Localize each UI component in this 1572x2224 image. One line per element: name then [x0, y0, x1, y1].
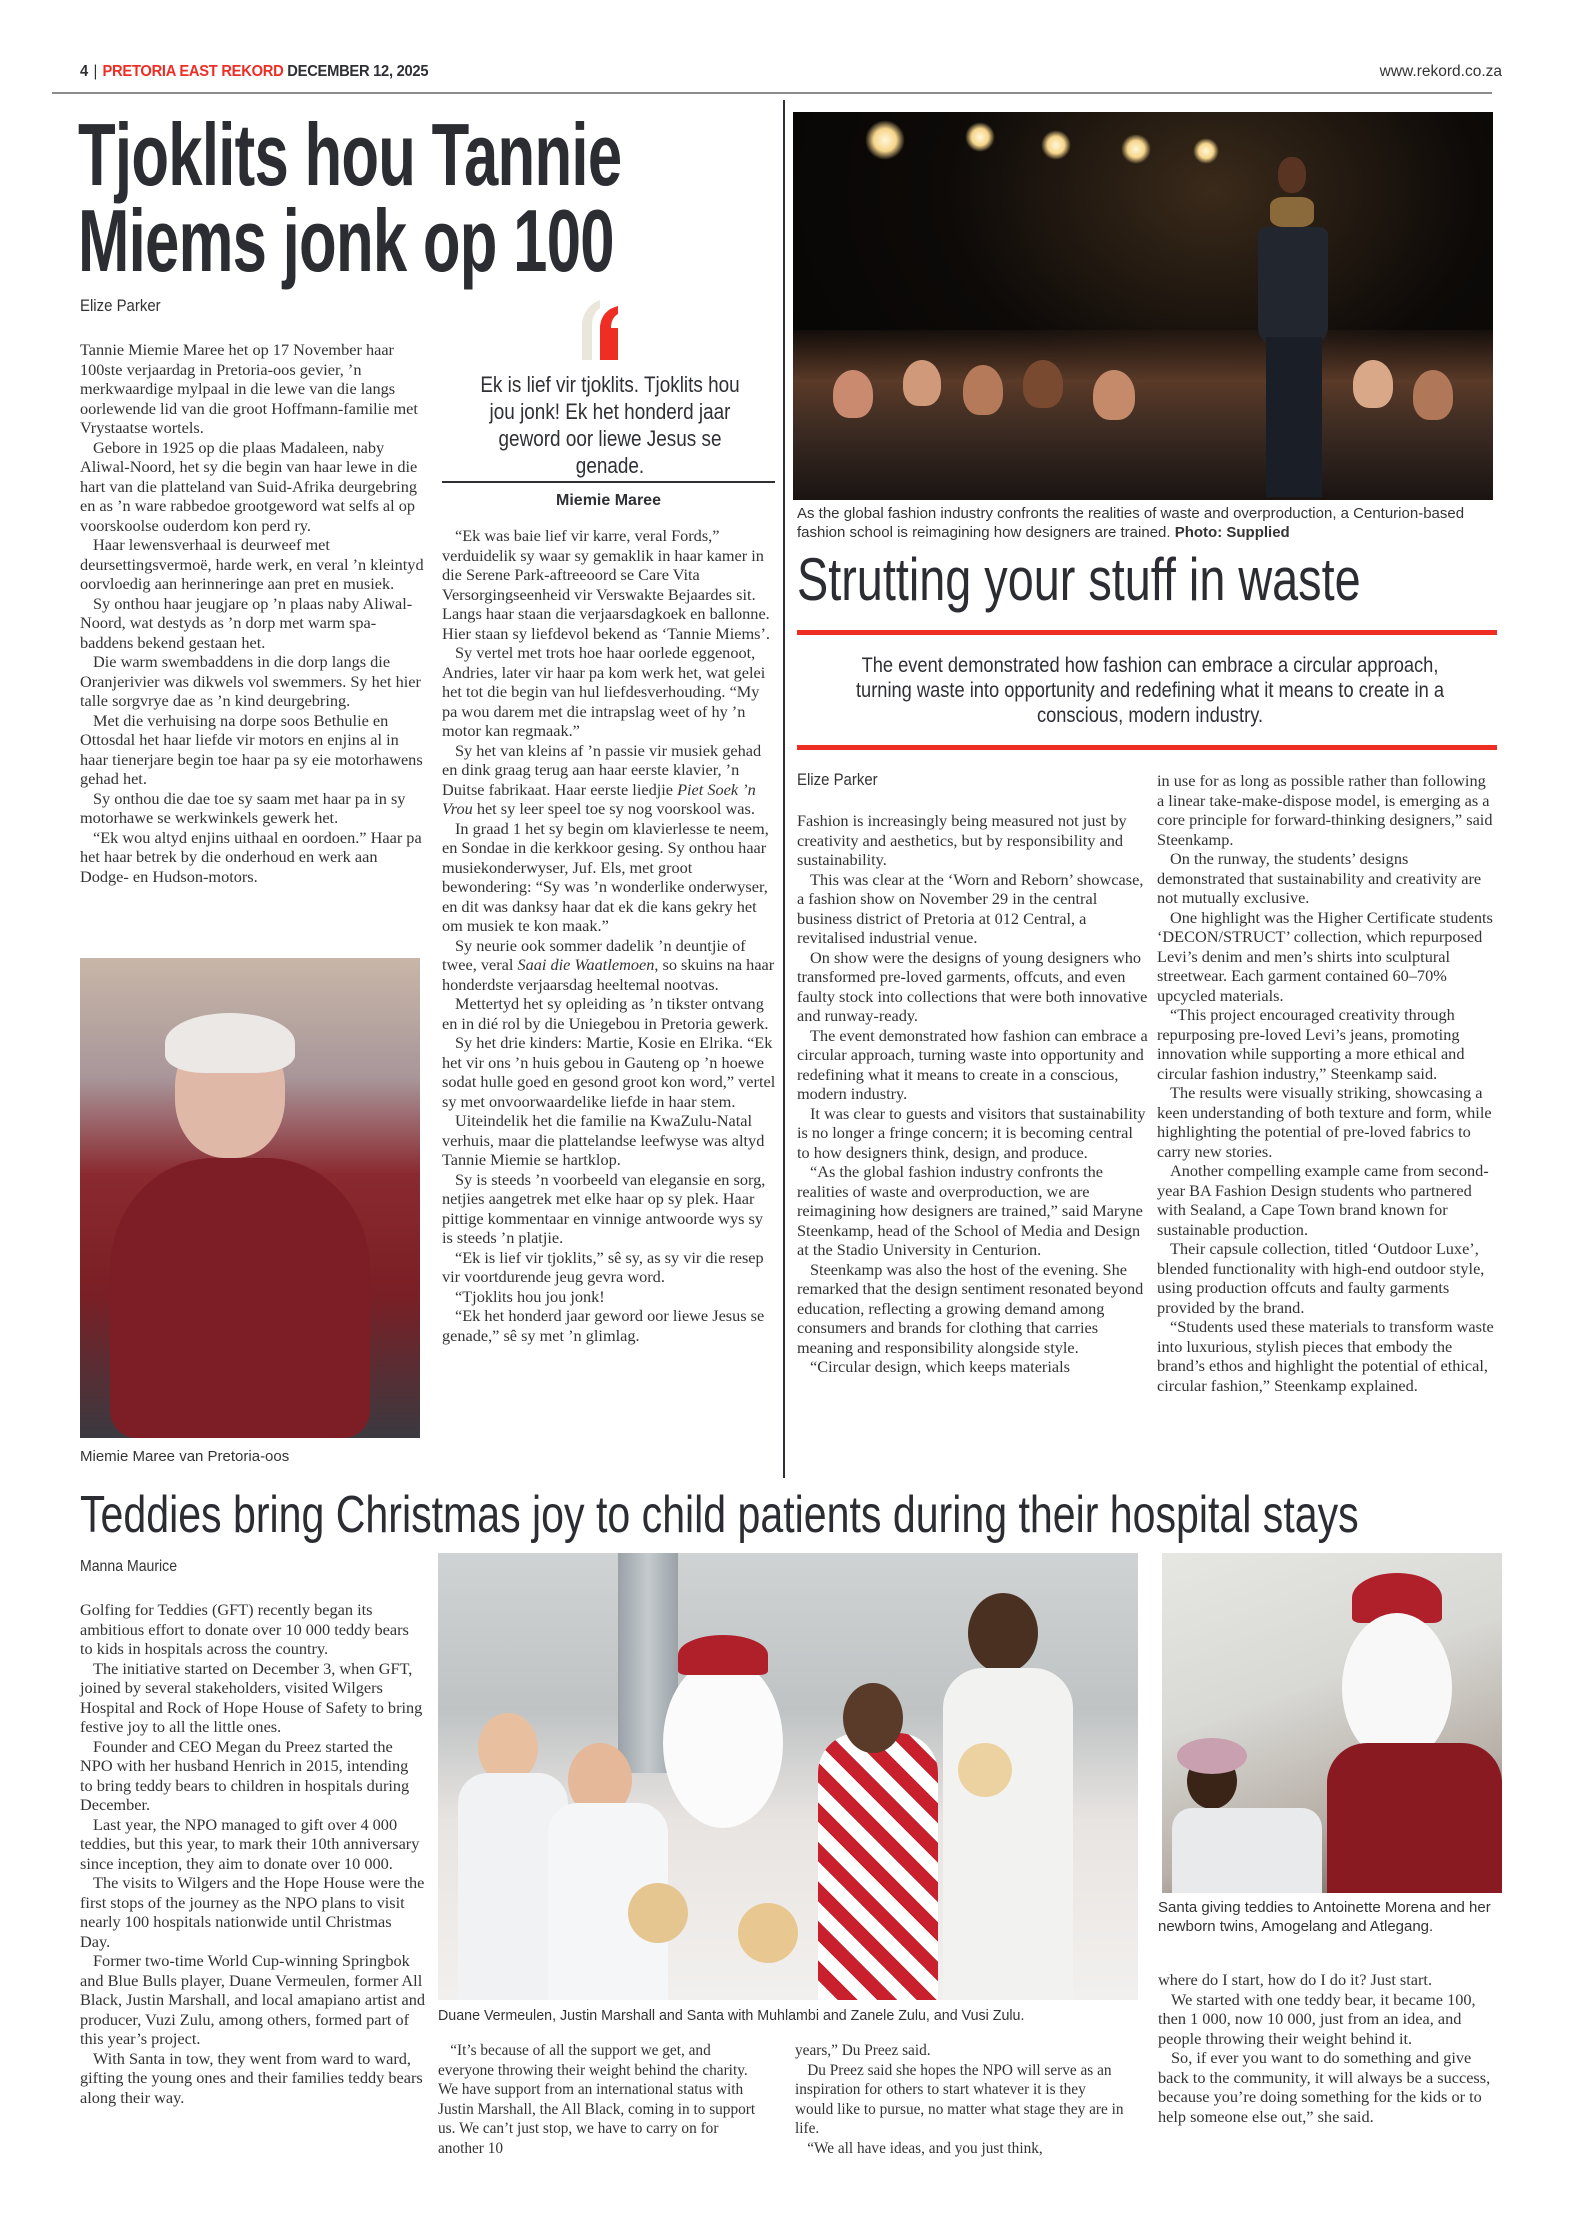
- paragraph: Sy onthou haar jeugjare op ’n plaas naby Aliwal-Noord, wat destyds as ’n dorp met warm spa-baddens bekend gestaan het.: [80, 593, 413, 652]
- column-divider: [783, 100, 785, 1478]
- paragraph: Haar lewensverhaal is deurweef met deursettingsvermoë, harde werk, en veral ’n kleintyd oorvloedig aan herinneringe aan pret en musiek.: [80, 535, 424, 593]
- paragraph: Die warm swembaddens in die dorp langs die Oranjerivier was dikwels vol swemmers. Sy het hier talle sorgvrye dae as ’n kind deurgebring.: [80, 652, 421, 710]
- byline: Elize Parker: [797, 770, 878, 789]
- paragraph: Gebore in 1925 op die plaas Madaleen, naby Aliwal-Noord, het sy die begin van haar lewe in die hart van die platteland van Suid-Afrika deurgebring en as ’n ware rabbedoe grootgeword wat selfs al op voorskoolse ouderdom kon perd ry.: [80, 437, 418, 535]
- paragraph: Golfing for Teddies (GFT) recently began its ambitious effort to donate over 10 000 teddy bears to kids in hospitals across the country.: [80, 1600, 409, 1658]
- paragraph: One highlight was the Higher Certificate students ‘DECON/STRUCT’ collection, which repurposed Levi’s denim and men’s shirts into sculptural streetwear. Each garment contained 60–70% upcycled materials.: [1157, 907, 1493, 1005]
- publication-name: PRETORIA EAST REKORD: [102, 63, 284, 80]
- paragraph: Last year, the NPO managed to gift over 4 000 teddies, but this year, to mark their 10th anniversary since inception, they aim to donate over 10 000.: [80, 1814, 420, 1873]
- paragraph: The initiative started on December 3, when GFT, joined by several stakeholders, visited Wilgers Hospital and Rock of Hope House of Safety to bring festive joy to all the little ones.: [80, 1658, 423, 1736]
- article2-column-2: [1157, 771, 1497, 1395]
- stage-light: [1193, 138, 1219, 164]
- paragraph: Fashion is increasingly being measured not just by creativity and aesthetics, but by responsibility and sustainability.: [797, 811, 1127, 869]
- paragraph: With Santa in tow, they went from ward to ward, gifting the young ones and their families teddy bears along their way.: [80, 2048, 423, 2107]
- text-run: Sy het van kleins af ’n passie vir musiek gehad en dink graag terug aan haar eerste klavier, ’n Duitse fabrikaat. Haar eerste liedjie: [442, 740, 762, 799]
- person-shirt: [943, 1668, 1073, 2000]
- standfirst: The event demonstrated how fashion can embrace a circular approach, turning waste into opportunity and redefining what it means to create in a conscious, modern industry.: [855, 654, 1445, 727]
- paragraph: The results were visually striking, showcasing a keen understanding of both texture and form, while highlighting the potential of pre-loved fabrics to carry new stories.: [1157, 1083, 1492, 1161]
- paragraph: Sy vertel met trots hoe haar oorlede eggenoot, Andries, later vir haar pa kom werk het, wat gelei het tot die begin van hul liefdesverhouding. “My pa wou darem met die intrapslag weet of hy ’n motor kan regmaak.”: [442, 643, 766, 740]
- photo-caption: Duane Vermeulen, Justin Marshall and Santa with Muhlambi and Zanele Zulu, and Vusi Zulu.: [438, 2007, 1025, 2024]
- stage-light: [1041, 130, 1071, 160]
- paragraph: years,” Du Preez said.: [795, 2040, 931, 2059]
- article2-column-1: [797, 811, 1149, 1377]
- headline-line-2: Miems jonk op 100: [78, 191, 614, 290]
- pull-quote-author: Miemie Maree: [556, 492, 661, 509]
- red-divider: [797, 630, 1497, 635]
- quote-mark-icon: [578, 300, 630, 360]
- pull-quote-divider: [442, 481, 775, 483]
- paragraph: This was clear at the ‘Worn and Reborn’ showcase, a fashion show on November 29 in the central business district of Pretoria at 012 Central, a revitalised industrial venue.: [797, 869, 1144, 947]
- paragraph: So, if ever you want to do something and give back to the community, it will always be a success, because you’re doing something for the kids or to help someone else out,” she said.: [1158, 2048, 1491, 2126]
- paragraph: “Circular design, which keeps materials: [810, 1357, 1070, 1376]
- header-separator: |: [93, 63, 97, 80]
- santa-suit: [1327, 1743, 1502, 1893]
- text-run: het sy leer speel toe sy nog voorskool was.: [472, 799, 755, 818]
- paragraph: In graad 1 het sy begin om klavierlesse te neem, en Sondae in die kerkkoor gesing. Sy onthou haar musiekonderwyser, Juf. Els, met groot bewondering: “Sy was ’n wonderlike onderwyser, en dit was danksy haar dat ek die kans gekry het om musiek te kon maak.”: [442, 818, 769, 935]
- page-number: 4: [80, 63, 88, 80]
- paragraph: “Ek het honderd jaar geword oor liewe Jesus se genade,” sê sy met ’n glimlag.: [442, 1306, 765, 1345]
- red-divider: [797, 745, 1497, 750]
- person-dress: [818, 1733, 938, 2000]
- paragraph: Sy het drie kinders: Martie, Kosie en Elrika. “Ek het vir ons ’n huis gebou in Gauteng op ’n hoewe sodat hulle goed en gesond groot kon word,” vertel sy met onvoorwaardelike liefde in haar stem.: [442, 1033, 776, 1111]
- paragraph: Steenkamp was also the host of the evening. She remarked that the design sentiment resonated beyond education, reflecting a growing demand among consumers and brands for clothing that carries meaning and responsibility alongside style.: [797, 1259, 1144, 1357]
- paragraph: “Students used these materials to transform waste into luxurious, stylish pieces that embody the brand’s ethos and highlight the potential of ethical, circular fashion,” Steenkamp explained.: [1157, 1317, 1494, 1395]
- paragraph: “Ek was baie lief vir karre, veral Fords,” verduidelik sy waar sy gemaklik in haar kamer in die Serene Park-aftreeoord se Care Vita Versorgingseenheid vir Verswakte Bejaardes sit. Langs haar staan die verjaarsdagkoek en ballonne. Hier staan sy liefdevol bekend as ‘Tannie Miems’.: [442, 526, 771, 643]
- article-headline-strutting: Strutting your stuff in waste: [797, 546, 1361, 613]
- website-link[interactable]: www.rekord.co.za: [1379, 63, 1502, 80]
- paragraph: in use for as long as possible rather than following a linear take-make-dispose model, is emerging as a core principle for forward-thinking designers,” said Steenkamp.: [1157, 771, 1493, 849]
- teddy-bear-icon: [738, 1903, 798, 1963]
- stage-light: [1121, 134, 1151, 164]
- paragraph: where do I start, how do I do it? Just start.: [1158, 1970, 1433, 1989]
- article-headline-tjoklits: [78, 105, 622, 290]
- santa-beard: [663, 1658, 783, 1828]
- article3-column-1: [80, 1600, 425, 2107]
- caption-text: As the global fashion industry confronts the realities of waste and overproduction, a Centurion-based fashion school is reimagining how designers are trained.: [797, 505, 1465, 541]
- paragraph: “We all have ideas, and you just think,: [807, 2137, 1043, 2157]
- article3-column-4: [1158, 1970, 1503, 2126]
- song-title: Piet Soek ’n Vrou: [442, 779, 756, 818]
- santa-beard: [1342, 1613, 1452, 1763]
- paragraph: Founder and CEO Megan du Preez started the NPO with her husband Henrich in 2015, intending to bring teddy bears to children in hospitals during December.: [80, 1736, 410, 1814]
- paragraph: On the runway, the students’ designs demonstrated that sustainability and creativity are not mutually exclusive.: [1157, 849, 1482, 907]
- paragraph: It was clear to guests and visitors that sustainability is no longer a fringe concern; it is becoming central to how designers think, design, and produce.: [797, 1103, 1146, 1162]
- paragraph: Another compelling example came from second-year BA Fashion Design students who partnered with Sealand, a Cape Town brand known for sustainable production.: [1157, 1161, 1489, 1239]
- article1-column-1: [80, 340, 425, 886]
- teddy-bear-icon: [958, 1743, 1012, 1797]
- article1-column-2: [442, 526, 777, 1345]
- portrait-hair: [165, 1013, 295, 1073]
- paragraph: [442, 936, 777, 995]
- text-run: Sy neurie ook sommer dadelik ’n deuntjie of twee, veral: [442, 935, 746, 974]
- stage-light: [865, 120, 905, 160]
- paragraph: “Ek is lief vir tjoklits,” sê sy, as sy vir die resep vir voortdurende jeug gevra word.: [442, 1247, 764, 1286]
- article3-column-2: [438, 2040, 762, 2157]
- paragraph: “As the global fashion industry confronts the realities of waste and overproduction, we are reimagining how designers are trained,” said Maryne Steenkamp, head of the School of Media and Design at the Stadio University in Centurion.: [797, 1162, 1143, 1259]
- photo-hospital-teddies: [438, 1553, 1138, 2000]
- paragraph: Former two-time World Cup-winning Springbok and Blue Bulls player, Duane Vermeulen, former All Black, Justin Marshall, and local amapiano artist and producer, Vuzi Zulu, among others, formed part of this year’s project.: [80, 1951, 425, 2048]
- photo-caption: Santa giving teddies to Antoinette Morena and her newborn twins, Amogelang and Atlegang.: [1158, 1899, 1491, 1935]
- paragraph: Sy onthou die dae toe sy saam met haar pa in sy motorhawe se werkwinkels gewerk het.: [80, 788, 406, 827]
- paragraph: Du Preez said she hopes the NPO will serve as an inspiration for others to start whatever it is they would like to pursue, no matter what stage they are in life.: [795, 2059, 1124, 2137]
- text-run: , so skuins na haar honderdste verjaarsdag heeltemal nootvas.: [442, 955, 775, 994]
- photo-santa-twins: [1162, 1553, 1502, 1893]
- photo-caption: Miemie Maree van Pretoria-oos: [80, 1448, 290, 1465]
- paragraph: On show were the designs of young designers who transformed pre-loved garments, offcuts, and even faulty stock into collections that were both innovative and runway-ready.: [797, 947, 1148, 1025]
- blanket: [1172, 1808, 1322, 1893]
- stage-light: [965, 122, 995, 152]
- issue-date: DECEMBER 12, 2025: [287, 63, 429, 80]
- paragraph: We started with one teddy bear, it became 100, then 1 000, now 10 000, just from an idea, and people throwing their weight behind it.: [1158, 1989, 1476, 2048]
- headline-line-1: Tjoklits hou Tannie: [78, 105, 622, 204]
- portrait-cardigan: [110, 1158, 370, 1438]
- page-header: [80, 63, 428, 81]
- byline: Manna Maurice: [80, 1558, 178, 1575]
- paragraph: Met die verhuising na dorpe soos Bethulie en Ottosdal het haar liefde vir motors en enjins al in haar tienerjare begin toe haar pa sy eie motorhawens gehad het.: [80, 710, 423, 788]
- paragraph: Mettertyd het sy opleiding as ’n tikster ontvang en in dié rol by die Uniegebou in Pretoria gewerk.: [442, 994, 769, 1033]
- runway-model: [1248, 157, 1338, 497]
- photo-caption: [797, 504, 1497, 542]
- paragraph: Uiteindelik het die familie na KwaZulu-Natal verhuis, maar die plattelandse leefwyse was altyd Tannie Miemie se hartklop.: [442, 1111, 765, 1169]
- article-headline-teddies: Teddies bring Christmas joy to child patients during their hospital stays: [80, 1486, 1359, 1544]
- paragraph: The visits to Wilgers and the Hope House were the first stops of the journey as the NPO plans to visit nearly 100 hospitals nationwide until Christmas Day.: [80, 1873, 425, 1951]
- paragraph: Sy is steeds ’n voorbeeld van elegansie en sorg, netjies aangetrek met elke haar op sy plek. Haar pittige kommentaar en vinnige antwoorde wys sy is steeds ’n platjie.: [442, 1169, 766, 1247]
- photo-fashion-runway: [793, 112, 1493, 500]
- paragraph: Tannie Miemie Maree het op 17 November haar 100ste verjaardag in Pretoria-oos gevier, ’n merkwaardige mylpaal in die lewe van die langs oorlewende lid van die groot Hoffmann-familie met Vrystaatse wortels.: [80, 340, 418, 437]
- paragraph: The event demonstrated how fashion can embrace a circular approach, turning waste into opportunity and redefining what it means to create in a conscious, modern industry.: [797, 1025, 1148, 1103]
- paragraph: [442, 741, 777, 819]
- article3-column-3: [795, 2040, 1124, 2157]
- paragraph: “Ek wou altyd enjins uithaal en oordoen.” Haar pa het haar betrek by die onderhoud en werk aan Dodge- en Hudson-motors.: [80, 827, 422, 886]
- paragraph: “Tjoklits hou jou jonk!: [455, 1286, 605, 1306]
- pull-quote-text: Ek is lief vir tjoklits. Tjoklits hou jou jonk! Ek het honderd jaar geword oor liewe Jesus se genade.: [480, 372, 740, 478]
- header-divider: [52, 92, 1492, 94]
- photo-credit: Photo: Supplied: [1174, 524, 1290, 541]
- audience: [793, 330, 1493, 500]
- song-title: Saai die Waatlemoen: [517, 955, 655, 974]
- shower-cap: [1177, 1738, 1247, 1774]
- paragraph: Their capsule collection, titled ‘Outdoor Luxe’, blended functionality with high-end outdoor style, using production offcuts and faulty garments provided by the brand.: [1157, 1239, 1485, 1317]
- paragraph: “It’s because of all the support we get, and everyone throwing their weight behind the charity. We have support from an international status with Justin Marshall, the All Black, coming in to support us. We can’t just stop, we have to carry on for another 10: [438, 2040, 756, 2157]
- byline: Elize Parker: [80, 296, 161, 315]
- santa-hat: [678, 1635, 768, 1675]
- paragraph: “This project encouraged creativity through repurposing pre-loved Levi’s jeans, promoting innovation while supporting a more ethical and circular fashion industry,” Steenkamp said.: [1157, 1005, 1465, 1083]
- person-face: [843, 1683, 903, 1753]
- person-face: [968, 1593, 1038, 1673]
- teddy-bear-icon: [628, 1883, 688, 1943]
- photo-miemie-maree: [80, 958, 420, 1438]
